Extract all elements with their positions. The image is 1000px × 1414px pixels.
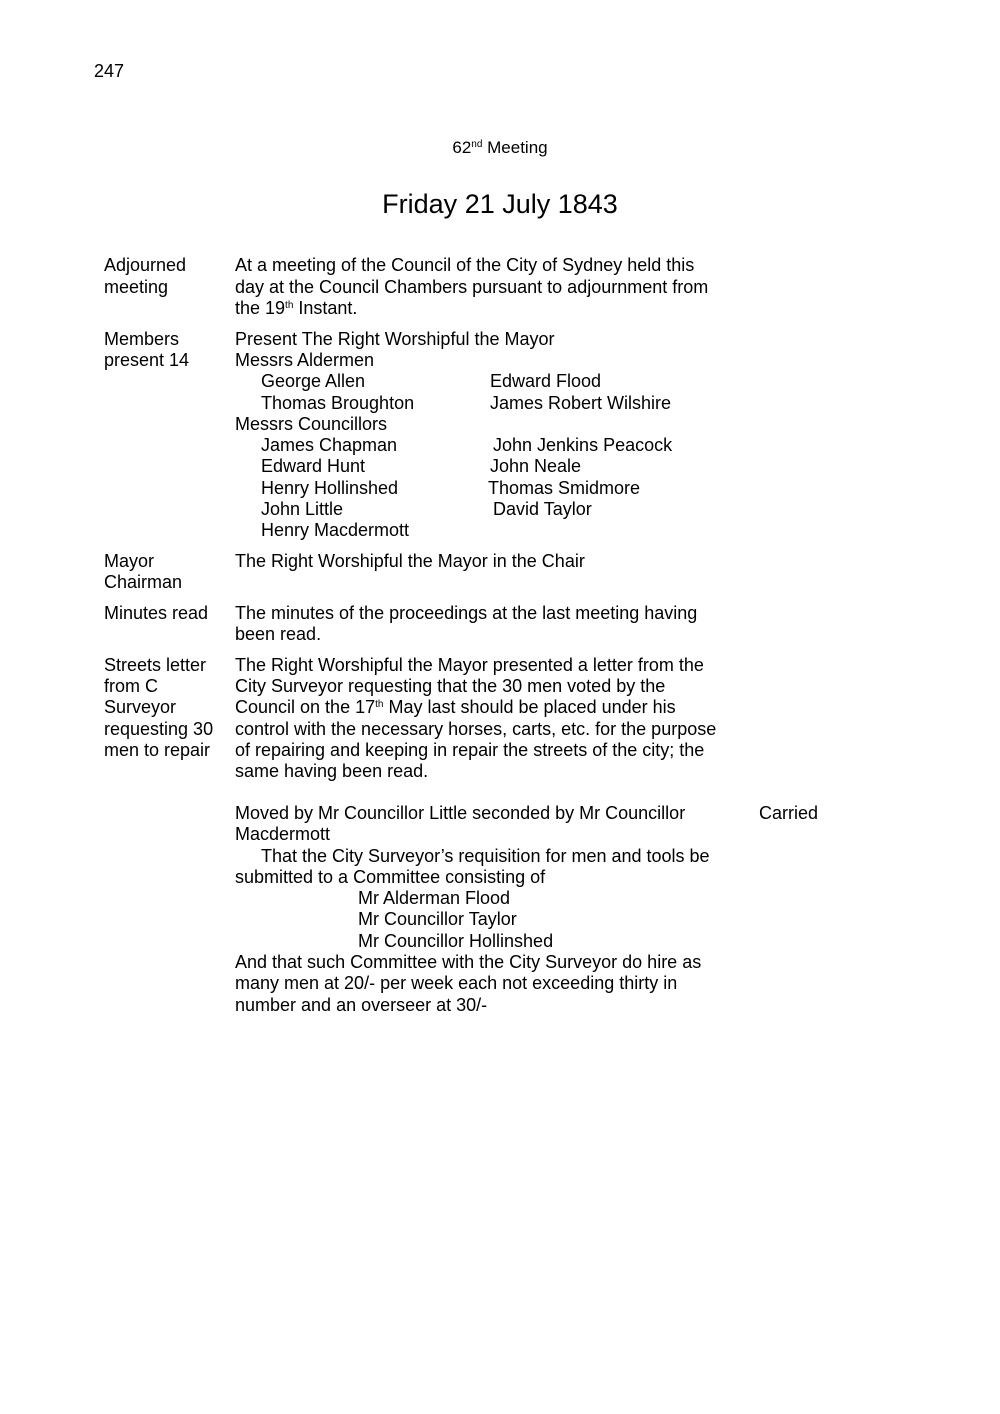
margin-note-streets-1: Streets letter	[104, 655, 207, 675]
councillor-name: Thomas Smidmore	[488, 478, 641, 498]
councillor-name: John Jenkins Peacock	[493, 435, 673, 455]
margin-note-minutes: Minutes read	[104, 603, 209, 623]
motion-closing-line-1: And that such Committee with the City Surveyor do hire as	[235, 952, 702, 972]
motion-mover-line-2: Macdermott	[235, 824, 331, 844]
streets-line-3-text: Council on the 17	[235, 697, 376, 717]
committee-member: Mr Councillor Hollinshed	[358, 931, 554, 951]
aldermen-heading: Messrs Aldermen	[235, 350, 375, 370]
adjourned-line-3-end: Instant.	[293, 298, 358, 318]
motion-closing-line-3: number and an overseer at 30/-	[235, 995, 488, 1015]
streets-line-3-sup: th	[375, 699, 384, 710]
streets-line-2: City Surveyor requesting that the 30 men voted by the	[235, 676, 666, 696]
councillors-heading: Messrs Councillors	[235, 414, 388, 434]
alderman-name: George Allen	[261, 371, 366, 391]
margin-note-chair-2: Chairman	[104, 572, 183, 592]
motion-that-line-1: That the City Surveyor’s requisition for men and tools be	[261, 846, 710, 866]
margin-note-adjourned-2: meeting	[104, 277, 169, 297]
streets-line-6: same having been read.	[235, 761, 429, 781]
margin-note-streets-5: men to repair	[104, 740, 211, 760]
meeting-date: Friday 21 July 1843	[382, 189, 618, 219]
meeting-number-suffix: nd	[471, 139, 483, 150]
adjourned-line-1: At a meeting of the Council of the City of Sydney held this	[235, 255, 695, 275]
councillor-name: Henry Macdermott	[261, 520, 410, 540]
motion-that-line-2: submitted to a Committee consisting of	[235, 867, 546, 887]
margin-note-streets-3: Surveyor	[104, 697, 177, 717]
councillor-name: David Taylor	[493, 499, 592, 519]
councillor-name: Henry Hollinshed	[261, 478, 399, 498]
adjourned-line-3-text: the 19	[235, 298, 286, 318]
streets-line-4: control with the necessary horses, carts, etc. for the purpose	[235, 719, 717, 739]
councillor-name: John Neale	[490, 456, 582, 476]
adjourned-line-3	[235, 298, 357, 320]
meeting-heading	[0, 137, 1000, 159]
minutes-line-2: been read.	[235, 624, 322, 644]
streets-line-3	[235, 697, 676, 719]
margin-note-adjourned-1: Adjourned	[104, 255, 187, 275]
committee-member: Mr Councillor Taylor	[358, 909, 517, 929]
margin-note-streets-2: from C	[104, 676, 158, 696]
alderman-name: Thomas Broughton	[261, 393, 415, 413]
minutes-line-1: The minutes of the proceedings at the last meeting having	[235, 603, 698, 623]
motion-result: Carried	[759, 803, 819, 823]
page-number: 247	[94, 61, 125, 81]
councillor-name: James Chapman	[261, 435, 398, 455]
alderman-name: Edward Flood	[490, 371, 602, 391]
councillor-name: John Little	[261, 499, 344, 519]
margin-note-chair-1: Mayor	[104, 551, 155, 571]
streets-line-1: The Right Worshipful the Mayor presented a letter from the	[235, 655, 704, 675]
margin-note-streets-4: requesting 30	[104, 719, 214, 739]
streets-line-3-end: May last should be placed under his	[383, 697, 676, 717]
alderman-name: James Robert Wilshire	[490, 393, 672, 413]
present-line: Present The Right Worshipful the Mayor	[235, 329, 555, 349]
committee-member: Mr Alderman Flood	[358, 888, 511, 908]
adjourned-line-3-sup: th	[285, 300, 294, 311]
councillor-name: Edward Hunt	[261, 456, 366, 476]
streets-line-5: of repairing and keeping in repair the streets of the city; the	[235, 740, 705, 760]
meeting-label: Meeting	[487, 138, 548, 157]
meeting-number: 62	[452, 138, 472, 157]
margin-note-members-2: present 14	[104, 350, 190, 370]
adjourned-line-2: day at the Council Chambers pursuant to adjournment from	[235, 277, 709, 297]
motion-closing-line-2: many men at 20/- per week each not exceeding thirty in	[235, 973, 678, 993]
margin-note-members-1: Members	[104, 329, 180, 349]
chair-text: The Right Worshipful the Mayor in the Chair	[235, 551, 585, 571]
motion-mover-line-1: Moved by Mr Councillor Little seconded by Mr Councillor	[235, 803, 686, 823]
